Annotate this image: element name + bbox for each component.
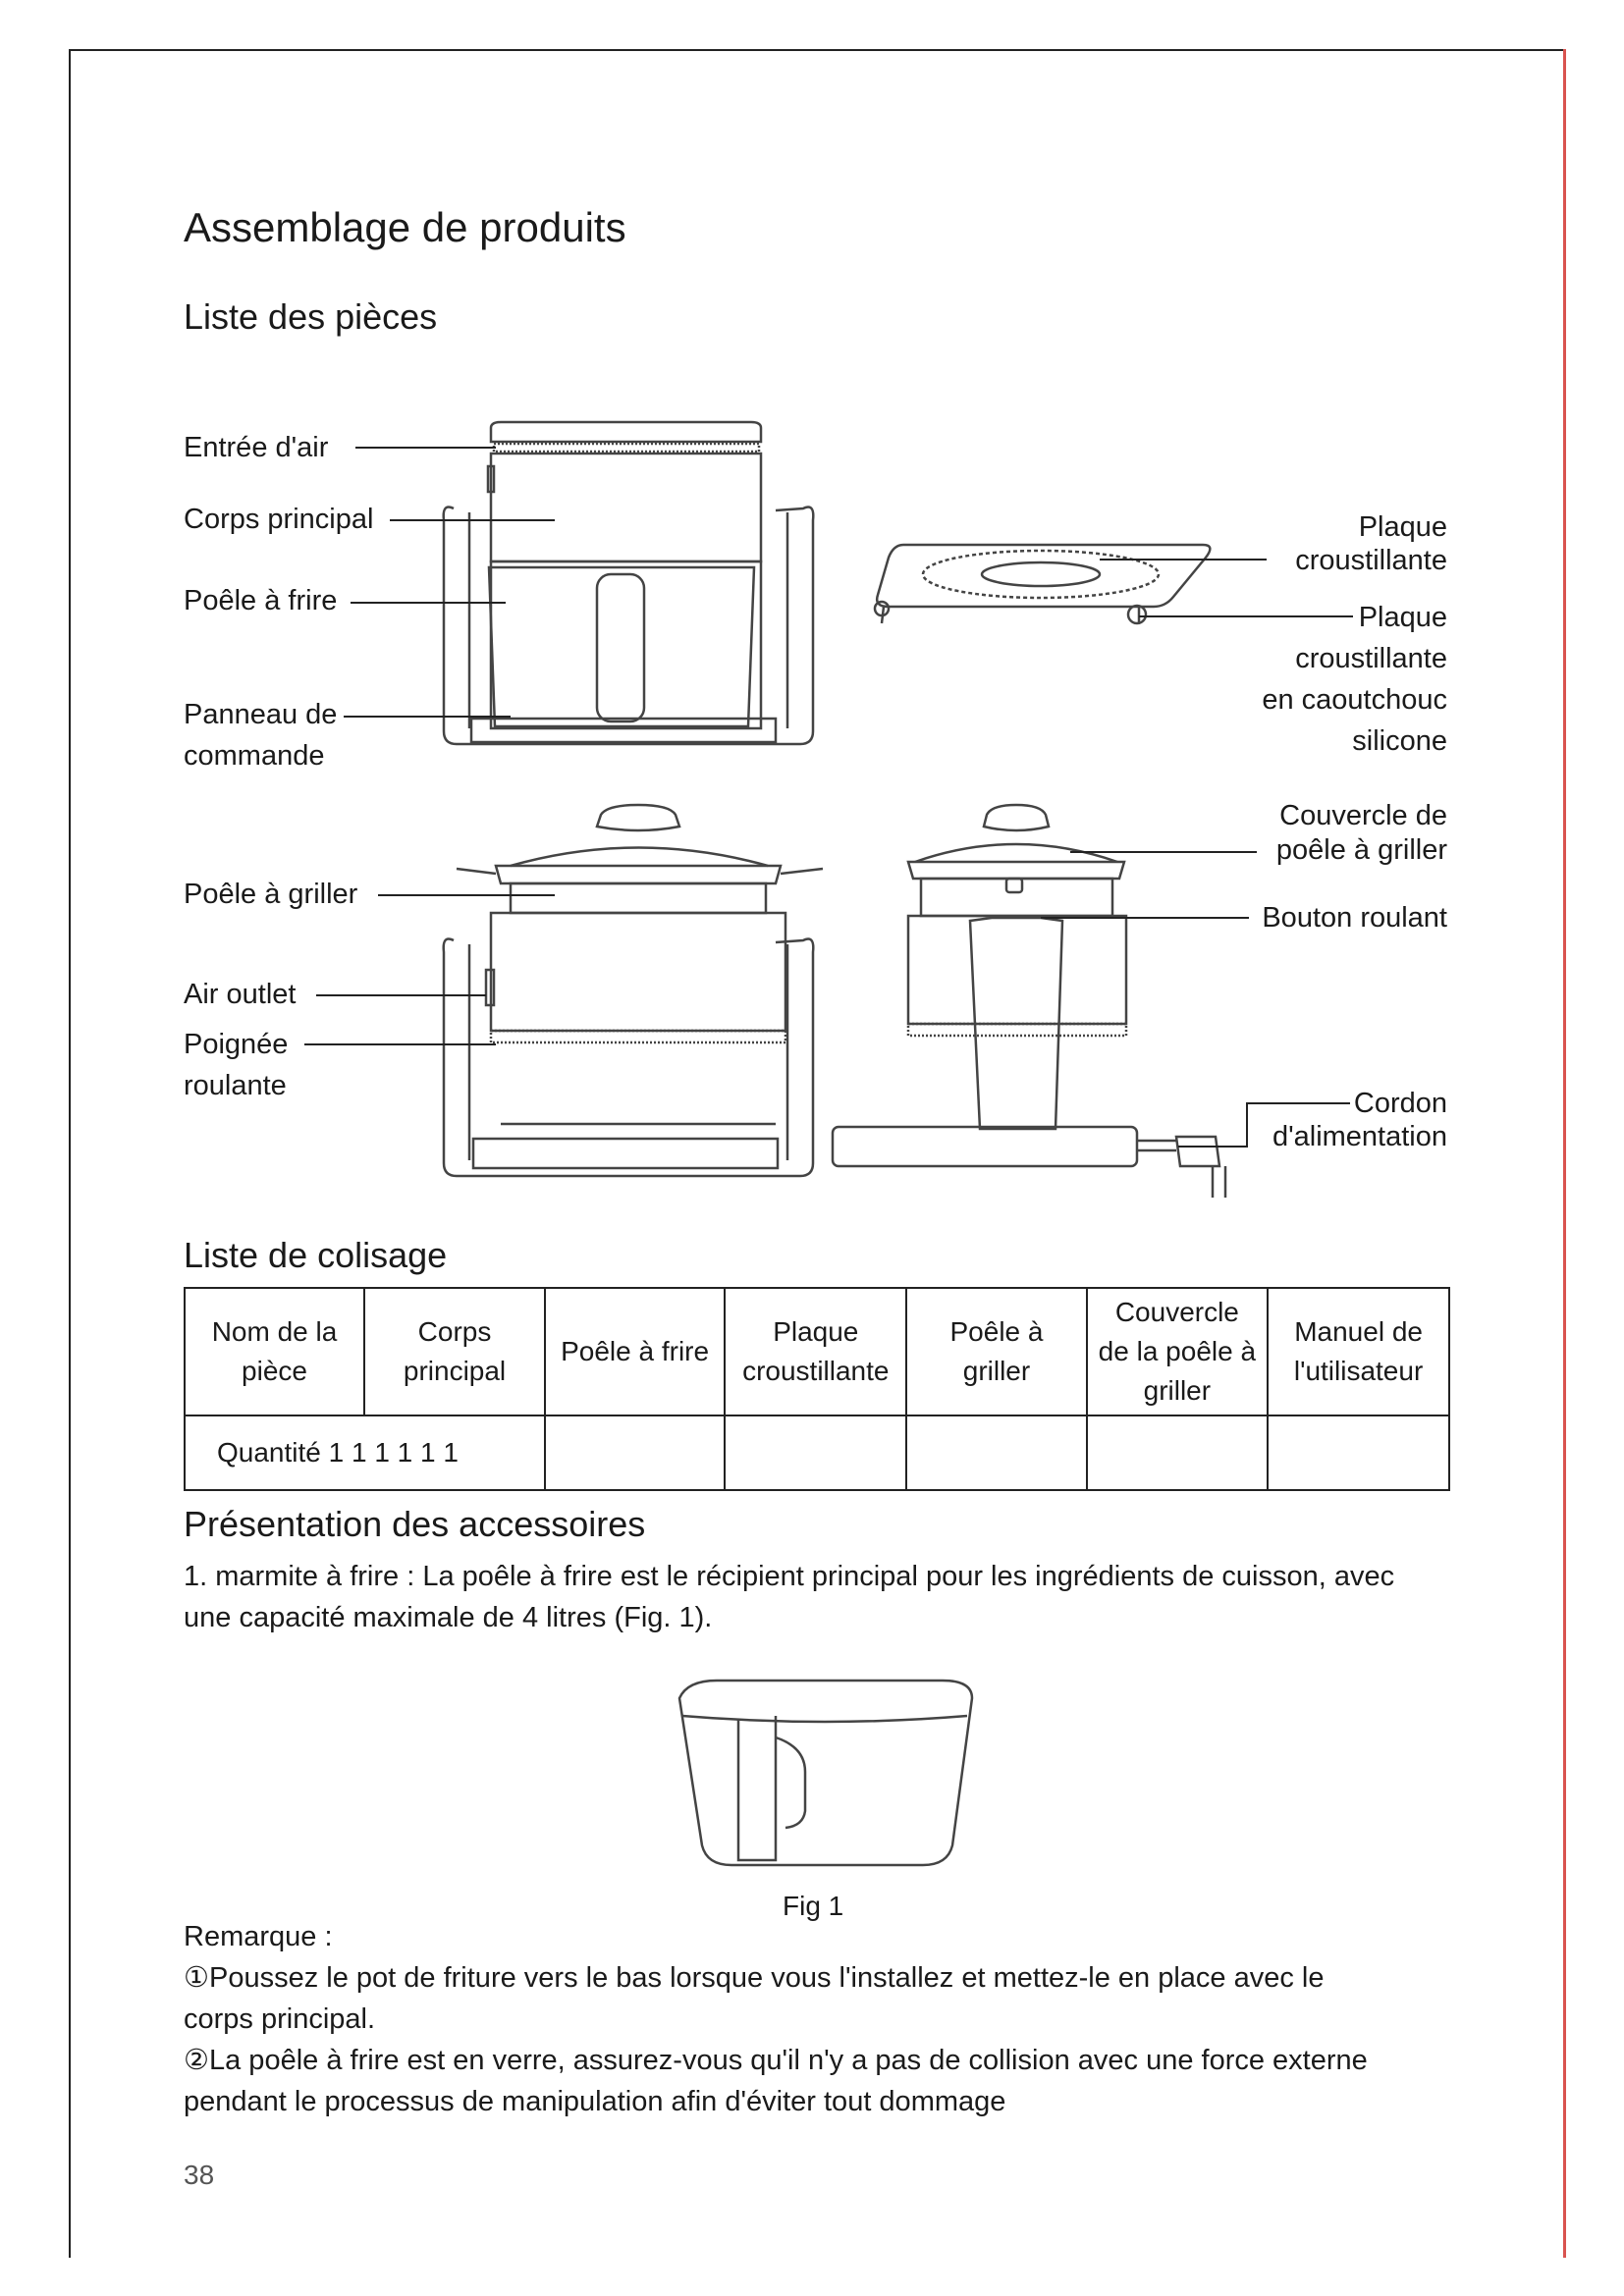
leader-lines [304,448,1353,1147]
label-crisp-plate-line2: croustillante [1295,545,1447,576]
table-header-cell: Poêle à griller [906,1288,1086,1415]
label-fry-pan: Poêle à frire [184,585,338,616]
grill-assembly-illustration [444,805,823,1176]
note1-line2: corps principal. [184,2003,376,2035]
label-power-cord-line1: Cordon [1353,1088,1447,1119]
note2-line1: ②La poêle à frire est en verre, assurez-vous qu'il n'y a pas de collision avec une force externe [184,2045,1368,2076]
accessories-heading: Présentation des accessoires [184,1504,646,1544]
label-grill-lid-line1: Couvercle de [1279,800,1447,831]
label-rolling-handle-line2: roulante [184,1070,287,1101]
quantity-cell: Quantité 1 1 1 1 1 1 [185,1415,545,1490]
table-header-cell: Plaque croustillante [725,1288,906,1415]
table-header-cell: Poêle à frire [545,1288,725,1415]
label-rubber-line3: en caoutchouc [1262,684,1447,716]
table-cell [1087,1415,1269,1490]
label-control-panel-line2: commande [184,740,325,772]
fig-caption: Fig 1 [783,1891,844,1921]
label-rolling-button: Bouton roulant [1262,902,1447,934]
label-crisp-plate-line1: Plaque [1358,511,1447,543]
label-air-inlet: Entrée d'air [184,432,329,463]
label-grill-lid-line2: poêle à griller [1275,834,1447,866]
item1-text-line1: 1. marmite à frire : La poêle à frire est le récipient principal pour les ingrédients de cuisson, avec [184,1561,1395,1592]
table-header-cell: Nom de la pièce [185,1288,364,1415]
table-cell [1268,1415,1449,1490]
table-cell [725,1415,906,1490]
table-cell [906,1415,1086,1490]
label-rubber-line1: Plaque [1358,602,1447,633]
table-header-row [185,1288,1449,1415]
page-number: 38 [184,2160,215,2190]
note1-line1: ①Poussez le pot de friture vers le bas lorsque vous l'installez et mettez-le en place avec le [184,1962,1325,1994]
table-header-cell: Couvercle de la poêle à griller [1087,1288,1269,1415]
table-header-cell: Corps principal [364,1288,545,1415]
table-row [185,1415,1449,1490]
label-rolling-handle-line1: Poignée [184,1029,289,1060]
label-rubber-line4: silicone [1352,725,1447,757]
label-power-cord-line2: d'alimentation [1272,1121,1447,1152]
table-cell [545,1415,725,1490]
parts-list-heading: Liste des pièces [184,296,438,337]
label-rubber-line2: croustillante [1295,643,1447,674]
remark-label: Remarque : [184,1921,333,1952]
label-main-body: Corps principal [184,504,374,535]
table-header-cell: Manuel de l'utilisateur [1268,1288,1449,1415]
packing-list-heading: Liste de colisage [184,1235,448,1275]
label-air-outlet: Air outlet [184,979,297,1010]
page-title: Assemblage de produits [184,204,626,250]
side-view-illustration [833,805,1225,1198]
item1-text-line2: une capacité maximale de 4 litres (Fig. 1). [184,1602,713,1633]
label-control-panel-line1: Panneau de [184,699,338,730]
label-grill-pan: Poêle à griller [184,879,358,910]
packing-table [184,1287,1450,1491]
fry-pan-fig1-illustration [679,1681,972,1865]
air-fryer-illustration [444,422,814,744]
note2-line2: pendant le processus de manipulation afin d'éviter tout dommage [184,2086,1006,2117]
crisp-plate-illustration [875,545,1210,623]
